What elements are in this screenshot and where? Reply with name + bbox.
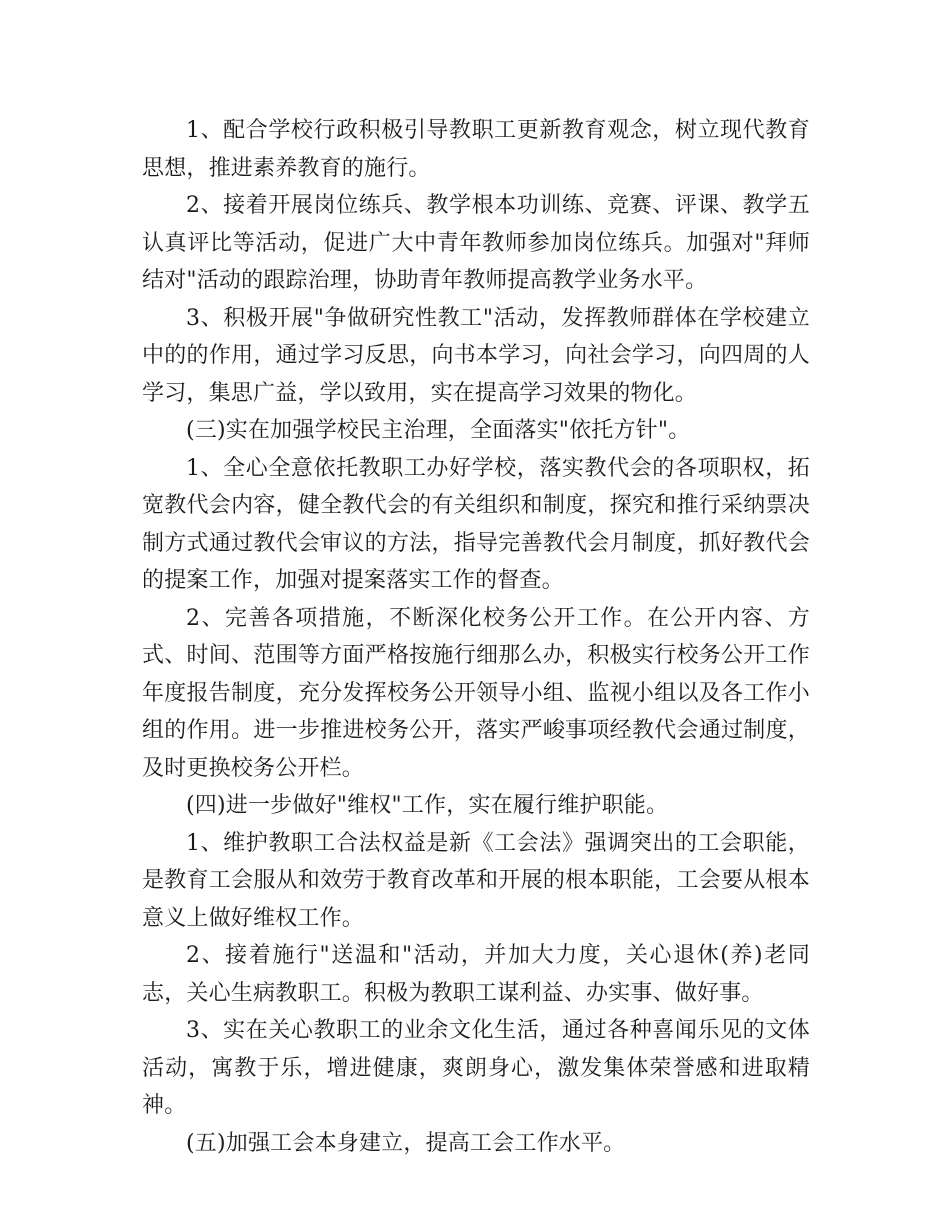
document-body — [142, 112, 810, 1162]
paragraph-3: 3、积极开展"争做研究性教工"活动，发挥教师群体在学校建立中的的作用，通过学习反思，向书本学习，向社会学习，向四周的人学习，集思广益，学以致用，实在提高学习效果的物化。 — [142, 305, 810, 406]
paragraph-1: 1、配合学校行政积极引导教职工更新教育观念，树立现代教育思想，推进素养教育的施行。 — [142, 118, 810, 181]
paragraph-6: 1、维护教职工合法权益是新《工会法》强调突出的工会职能，是教育工会服从和效劳于教育改革和开展的根本职能，工会要从根本意义上做好维权工作。 — [142, 830, 810, 931]
paragraph-4: 1、全心全意依托教职工办好学校，落实教代会的各项职权，拓宽教代会内容，健全教代会的有关组织和制度，探究和推行采纳票决制方式通过教代会审议的方法，指导完善教代会月制度，抓好教代会的提案工作，加强对提案落实工作的督查。 — [142, 455, 810, 593]
section-heading-3: (三)实在加强学校民主治理，全面落实"依托方针"。 — [186, 418, 691, 443]
section-heading-5: (五)加强工会本身建立，提高工会工作水平。 — [186, 1130, 626, 1156]
paragraph-8: 3、实在关心教职工的业余文化生活，通过各种喜闻乐见的文体活动，寓教于乐，增进健康，爽朗身心，激发集体荣誉感和进取精神。 — [142, 1018, 810, 1118]
section-heading-4: (四)进一步做好"维权"工作，实在履行维护职能。 — [186, 793, 669, 818]
paragraph-5: 2、完善各项措施，不断深化校务公开工作。在公开内容、方式、时间、范围等方面严格按施行细那么办，积极实行校务公开工作年度报告制度，充分发挥校务公开领导小组、监视小组以及各工作小组的作用。进一步推进校务公开，落实严峻事项经教代会通过制度，及时更换校务公开栏。 — [142, 605, 810, 781]
paragraph-7: 2、接着施行"送温和"活动，并加大力度，关心退休(养)老同志，关心生病教职工。积极为教职工谋利益、办实事、做好事。 — [142, 943, 810, 1006]
paragraph-2: 2、接着开展岗位练兵、教学根本功训练、竞赛、评课、教学五认真评比等活动，促进广大中青年教师参加岗位练兵。加强对"拜师结对"活动的跟踪治理，协助青年教师提高教学业务水平。 — [142, 193, 810, 293]
